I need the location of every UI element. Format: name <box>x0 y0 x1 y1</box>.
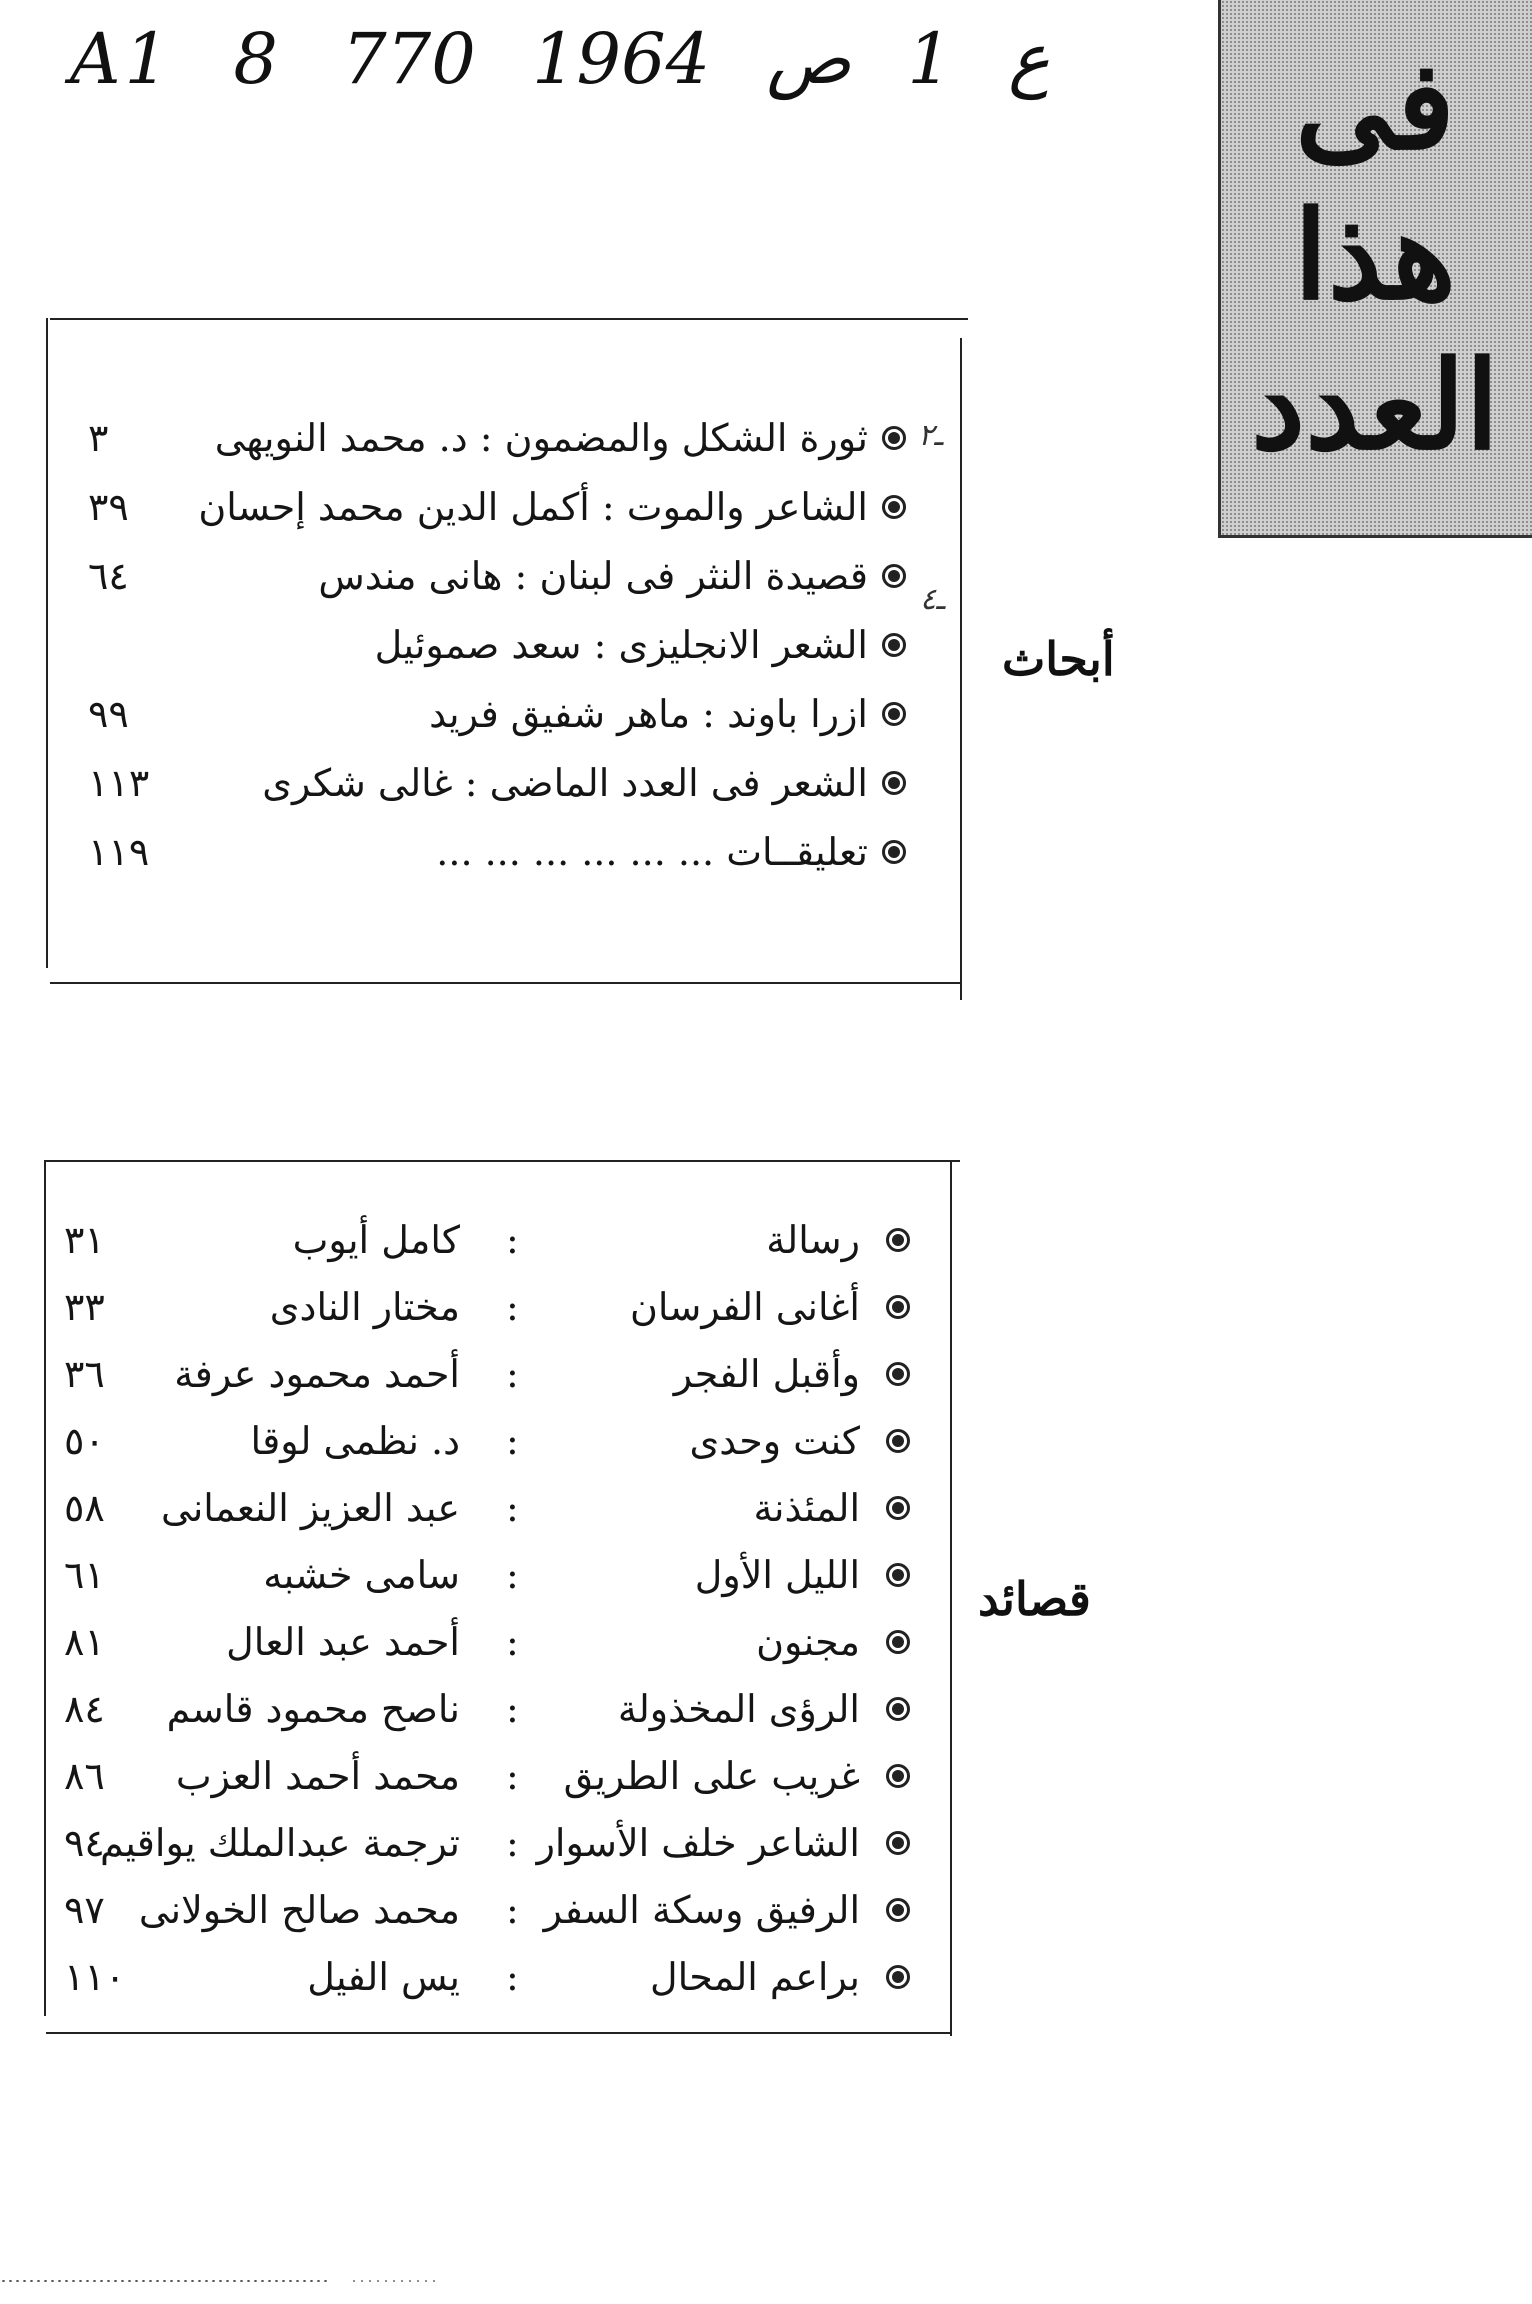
entry-page-number: ٦١ <box>64 1553 105 1597</box>
entry-author: أحمد عبد العال <box>226 1620 460 1664</box>
contents-row <box>46 1545 960 1605</box>
handwritten-reference-note: A1 8 ع 1 ص 1964 770 <box>70 18 1050 100</box>
contents-row <box>50 408 968 468</box>
entry-page-number: ٦٤ <box>88 554 129 598</box>
box-top-rule <box>46 1160 960 1162</box>
entry-author: كامل أيوب <box>292 1218 460 1262</box>
entry-page-number: ١١٩ <box>88 830 150 874</box>
contents-row <box>50 615 968 675</box>
contents-row <box>46 1880 960 1940</box>
box-left-rule <box>46 318 48 968</box>
section-label-poems: قصائد <box>978 1572 1091 1626</box>
entry-separator: : <box>506 1821 519 1865</box>
entry-author: محمد صالح الخولانى <box>138 1888 460 1932</box>
entry-separator: : <box>506 1955 519 1999</box>
entry-separator: : <box>506 1553 519 1597</box>
bullet-icon <box>882 426 906 450</box>
bullet-icon <box>886 1496 910 1520</box>
bullet-icon <box>886 1563 910 1587</box>
bullet-icon <box>886 1228 910 1252</box>
bullet-icon <box>886 1898 910 1922</box>
contents-row <box>46 1277 960 1337</box>
margin-mark-1: ـ٢ <box>918 418 943 453</box>
entry-separator: : <box>506 1352 519 1396</box>
bullet-icon <box>886 1965 910 1989</box>
entry-separator: : <box>506 1218 519 1262</box>
contents-row <box>50 684 968 744</box>
entry-separator: : <box>506 1687 519 1731</box>
entry-title: وأقبل الفجر <box>673 1352 860 1396</box>
bullet-icon <box>882 633 906 657</box>
entry-separator: : <box>464 761 478 805</box>
entry-page-number: ٥٨ <box>64 1486 105 1530</box>
bullet-icon <box>886 1831 910 1855</box>
bullet-icon <box>886 1295 910 1319</box>
poems-contents-box <box>46 1160 960 2036</box>
entry-author: ... ... ... ... ... ... <box>436 830 715 874</box>
entry-page-number: ٥٠ <box>64 1419 105 1463</box>
entry-page-number: ٣٣ <box>64 1285 105 1329</box>
entry-author: ماهر شفيق فريد <box>429 692 691 736</box>
entry-author: يس الفيل <box>307 1955 460 1999</box>
bullet-icon <box>886 1764 910 1788</box>
entry-separator: : <box>479 416 493 460</box>
entry-page-number: ٨٤ <box>64 1687 105 1731</box>
bullet-icon <box>882 771 906 795</box>
entry-author: د. نظمى لوقا <box>250 1419 460 1463</box>
research-contents-box <box>50 318 968 998</box>
entry-author: هانى مندس <box>318 554 503 598</box>
bottom-edge-dots <box>0 2278 330 2284</box>
bullet-icon <box>882 495 906 519</box>
entry-separator: : <box>506 1285 519 1329</box>
bullet-icon <box>882 702 906 726</box>
contents-row <box>50 477 968 537</box>
contents-row <box>46 1679 960 1739</box>
entry-title-author-group <box>198 477 868 537</box>
bullet-icon <box>886 1630 910 1654</box>
bullet-icon <box>886 1697 910 1721</box>
entry-title-author-group <box>215 408 868 468</box>
entry-title-author-group <box>262 753 868 813</box>
entry-title-author-group <box>436 822 868 882</box>
entry-page-number: ٩٩ <box>88 692 129 736</box>
entry-separator: : <box>601 485 615 529</box>
entry-page-number: ٩٧ <box>64 1888 105 1932</box>
box-top-rule <box>50 318 968 320</box>
contents-row <box>46 1746 960 1806</box>
contents-row <box>46 1947 960 2007</box>
entry-title: قصيدة النثر فى لبنان <box>539 554 868 598</box>
entry-separator: : <box>702 692 715 736</box>
bottom-edge-dots-2 <box>350 2278 440 2284</box>
bullet-icon <box>886 1362 910 1386</box>
entry-author: محمد أحمد العزب <box>175 1754 460 1798</box>
entry-author: ترجمة عبدالملك يواقيم <box>99 1821 460 1865</box>
entry-separator: : <box>506 1620 519 1664</box>
entry-title: غريب على الطريق <box>563 1754 860 1798</box>
bullet-icon <box>882 840 906 864</box>
contents-row <box>46 1210 960 1270</box>
entry-title: مجنون <box>756 1620 860 1664</box>
entry-title-author-group <box>318 546 868 606</box>
entry-page-number: ١١٠ <box>64 1955 126 1999</box>
contents-row <box>46 1344 960 1404</box>
entry-title: رسالة <box>766 1218 860 1262</box>
bullet-icon <box>882 564 906 588</box>
contents-row <box>50 753 968 813</box>
contents-row <box>46 1411 960 1471</box>
entry-title: الشاعر والموت <box>626 485 868 529</box>
entry-author: سامى خشبه <box>263 1553 460 1597</box>
entry-title: المئذنة <box>753 1486 860 1530</box>
entry-title: ثورة الشكل والمضمون <box>504 416 868 460</box>
entry-title: الشاعر خلف الأسوار <box>536 1821 860 1865</box>
contents-row <box>46 1612 960 1672</box>
entry-title: الشعر الانجليزى <box>618 623 868 667</box>
entry-author: د. محمد النويهى <box>214 416 468 460</box>
entry-separator: : <box>593 623 607 667</box>
entry-title: براعم المحال <box>650 1955 860 1999</box>
entry-title: أغانى الفرسان <box>630 1285 860 1329</box>
entry-author: عبد العزيز النعمانى <box>161 1486 460 1530</box>
entry-page-number: ٨١ <box>64 1620 105 1664</box>
entry-author: أحمد محمود عرفة <box>174 1352 460 1396</box>
margin-mark-2: ـ٤ <box>920 582 945 617</box>
box-bottom-rule <box>46 2032 952 2034</box>
entry-title: كنت وحدى <box>689 1419 860 1463</box>
entry-separator: : <box>506 1486 519 1530</box>
contents-row <box>50 546 968 606</box>
entry-separator: : <box>506 1754 519 1798</box>
entry-page-number: ٣ <box>88 416 109 460</box>
entry-title: الليل الأول <box>694 1553 860 1597</box>
entry-title: الشعر فى العدد الماضى <box>489 761 868 805</box>
masthead-line-3: العدد <box>1250 333 1500 477</box>
entry-title: ازرا باوند <box>727 692 868 736</box>
entry-page-number: ١١٣ <box>88 761 150 805</box>
masthead-halftone-block <box>1218 0 1532 538</box>
entry-author: سعد صموئيل <box>374 623 582 667</box>
entry-title-author-group <box>429 684 868 744</box>
entry-page-number: ٣٩ <box>88 485 129 529</box>
entry-page-number: ٩٤ <box>64 1821 105 1865</box>
entry-author: مختار النادى <box>269 1285 460 1329</box>
entry-separator: : <box>514 554 528 598</box>
entry-separator: : <box>506 1419 519 1463</box>
entry-page-number: ٨٦ <box>64 1754 105 1798</box>
masthead-line-1: فى <box>1294 33 1455 177</box>
entry-page-number: ٣١ <box>64 1218 105 1262</box>
entry-title: تعليقــات <box>726 830 868 874</box>
entry-author: ناصح محمود قاسم <box>166 1687 460 1731</box>
entry-page-number: ٣٦ <box>64 1352 105 1396</box>
section-label-research: أبحاث <box>1002 632 1115 686</box>
contents-row <box>46 1478 960 1538</box>
entry-title: الرفيق وسكة السفر <box>543 1888 860 1932</box>
entry-author: أكمل الدين محمد إحسان <box>198 485 590 529</box>
box-bottom-rule <box>50 982 962 984</box>
entry-title: الرؤى المخذولة <box>617 1687 860 1731</box>
contents-row <box>50 822 968 882</box>
entry-title-author-group <box>375 615 868 675</box>
masthead-line-2: هذا <box>1293 183 1457 327</box>
masthead-title <box>1225 30 1525 480</box>
entry-separator: : <box>506 1888 519 1932</box>
contents-row <box>46 1813 960 1873</box>
entry-author: غالى شكرى <box>262 761 453 805</box>
bullet-icon <box>886 1429 910 1453</box>
